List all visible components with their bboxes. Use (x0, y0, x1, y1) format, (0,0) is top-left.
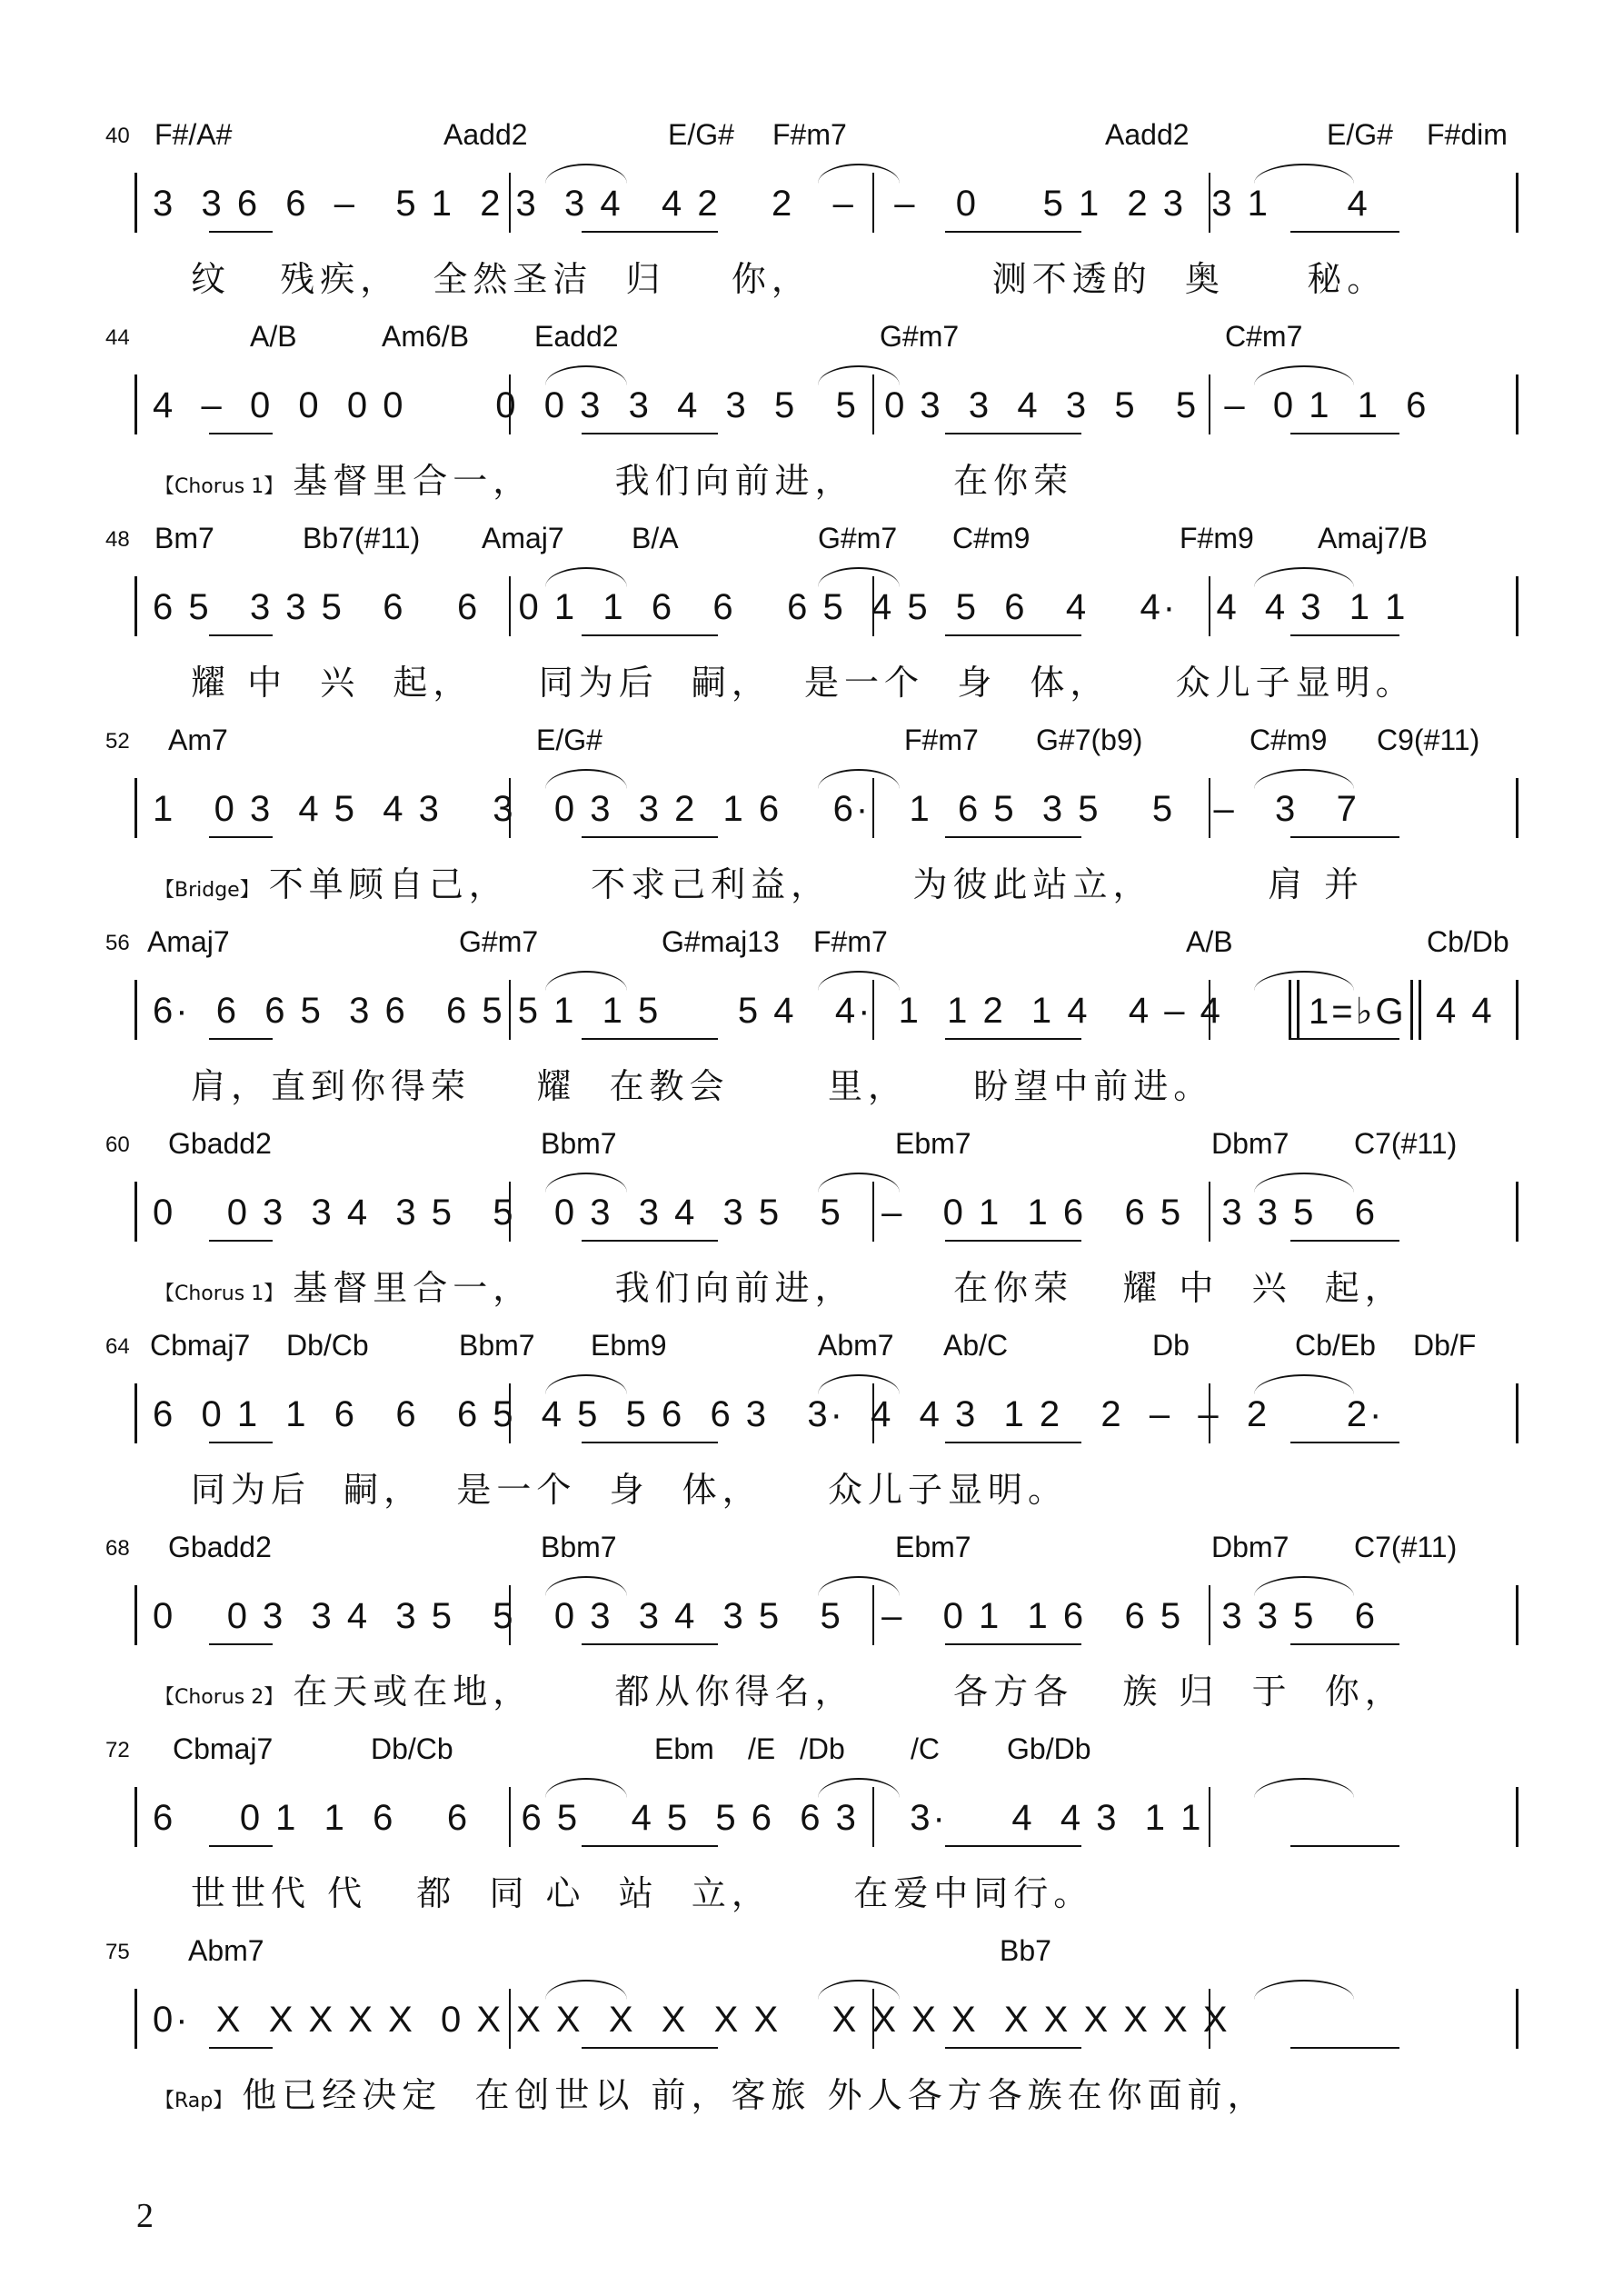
beam-underline (1290, 1442, 1399, 1443)
chord-symbol: Ebm (654, 1732, 714, 1765)
chord-symbol: Am6/B (382, 320, 470, 353)
slur (818, 769, 900, 789)
beam-underline (209, 1240, 273, 1242)
lyrics-row (154, 1260, 1405, 1310)
beam-underline (209, 1038, 273, 1040)
beam-underline (945, 1038, 1081, 1040)
slur (818, 1778, 900, 1798)
beam-underline (1290, 1038, 1399, 1040)
chord-symbol: Bb7(#11) (303, 522, 421, 554)
staff-system (0, 1329, 1623, 1524)
chord-symbol: G#7(b9) (1036, 724, 1143, 756)
chord-symbol: C9(#11) (1377, 724, 1480, 756)
slur (818, 1173, 900, 1193)
chord-symbol: /E (748, 1732, 776, 1765)
double-barline (1410, 980, 1421, 1040)
chord-symbol: C7(#11) (1354, 1127, 1458, 1160)
beam-underline (582, 1643, 718, 1645)
beam-underline (209, 836, 273, 838)
beam-underline (582, 1845, 718, 1847)
staff-system (0, 1531, 1623, 1726)
chord-symbol: Gbadd2 (168, 1127, 272, 1160)
chord-symbol: Amaj7/B (1318, 522, 1428, 554)
slur (1254, 971, 1354, 991)
lyrics-text: 肩，直到你得荣 耀 在教会 里， 盼望中前进。 (191, 1066, 1214, 1106)
slur (1254, 1374, 1354, 1394)
beam-underline (945, 2047, 1081, 2049)
staff-system (0, 320, 1623, 515)
chord-symbol: G#m7 (818, 522, 898, 554)
barline (134, 1787, 137, 1847)
chord-symbol: Db/Cb (371, 1732, 453, 1765)
chord-symbol: Db/Cb (286, 1329, 369, 1362)
barline (134, 1989, 137, 2049)
slur (545, 971, 627, 991)
chord-symbol: Bbm7 (459, 1329, 535, 1362)
slur (545, 1173, 627, 1193)
slur (1254, 1173, 1354, 1193)
lyrics-row (191, 654, 1416, 704)
beam-underline (582, 634, 718, 636)
lyrics-row (191, 1462, 1068, 1512)
slur (545, 769, 627, 789)
chord-symbol: Bb7 (1000, 1934, 1051, 1967)
barline (134, 1383, 137, 1443)
barline (134, 1585, 137, 1645)
barline (134, 778, 137, 838)
slur (818, 971, 900, 991)
chord-symbol: Cbmaj7 (173, 1732, 274, 1765)
barline (1516, 1989, 1518, 2049)
section-label: 【Chorus 1】 (154, 475, 284, 498)
lyrics-text: 世世代 代 都 同 心 站 立， 在爱中同行。 (191, 1873, 1094, 1913)
beam-underline (582, 1240, 718, 1242)
lyrics-text: 耀 中 兴 起， 同为后 嗣， 是一个 身 体， 众儿子显明。 (191, 663, 1416, 703)
beam-underline (945, 634, 1081, 636)
beam-underline (1290, 1643, 1399, 1645)
lyrics-row (191, 251, 1387, 301)
chord-symbol: Cb/Db (1427, 925, 1509, 958)
slur (545, 1778, 627, 1798)
barline (1516, 1182, 1518, 1242)
chord-symbol: Bbm7 (541, 1531, 617, 1563)
beam-underline (1290, 433, 1399, 434)
slur (545, 1980, 627, 2000)
note-row-end: 4 4 (1436, 991, 1495, 1031)
note-row: 0 0 3 3 4 3 5 5 0 3 3 4 3 5 5 – 0 1 1 6 6 5 3 3 5 6 (153, 1193, 1378, 1233)
chord-symbol: C7(#11) (1354, 1531, 1458, 1563)
chord-symbol: F#m9 (1180, 522, 1254, 554)
note-row: 6· 6 6 5 3 6 6 5 5 1 1 5 5 4 4· 1 1 2 1 4 4 – 4 (153, 991, 1223, 1031)
chord-symbol: /C (911, 1732, 940, 1765)
page-number: 2 (136, 2197, 154, 2235)
chord-symbol: Aadd2 (443, 118, 528, 151)
barline (1516, 1585, 1518, 1645)
beam-underline (945, 231, 1081, 233)
measure-number: 64 (105, 1334, 130, 1359)
beam-underline (945, 1845, 1081, 1847)
barline (134, 1182, 137, 1242)
beam-underline (1290, 1845, 1399, 1847)
lyrics-text: 纹 残疾， 全然圣洁 归 你， 测不透的 奥 秘。 (191, 259, 1388, 299)
chord-symbol: A/B (1186, 925, 1233, 958)
chord-symbol: Eadd2 (534, 320, 619, 353)
measure-number: 40 (105, 124, 130, 148)
slur (545, 1576, 627, 1596)
staff-system (0, 1127, 1623, 1323)
beam-underline (209, 2047, 273, 2049)
slur (1254, 1778, 1354, 1798)
measure-number: 48 (105, 527, 130, 552)
key-change: 1=♭G (1309, 992, 1407, 1032)
lyrics-text: 基督里合一， 我们向前进， 在你荣 耀 中 兴 起， (293, 1268, 1405, 1308)
measure-number: 44 (105, 325, 130, 350)
slur (818, 1374, 900, 1394)
beam-underline (209, 231, 273, 233)
note-row: 0· X X X X X 0 X X X X X X X X X X X X X X X X X (153, 2000, 1230, 2040)
note-row: 3 3 6 6 – 5 1 2 3 3 4 4 2 2 – – 0 5 1 2 3 3 1 4 (153, 184, 1370, 224)
chord-symbol: Bbm7 (541, 1127, 617, 1160)
chord-symbol: G#m7 (459, 925, 539, 958)
beam-underline (582, 836, 718, 838)
barline (1516, 1383, 1518, 1443)
beam-underline (1290, 1240, 1399, 1242)
beam-underline (209, 1643, 273, 1645)
beam-underline (1290, 634, 1399, 636)
chord-symbol: Am7 (168, 724, 228, 756)
lyrics-text: 不单顾自己， 不求己利益， 为彼此站立， 肩 并 (268, 864, 1365, 904)
chord-symbol: F#dim (1427, 118, 1508, 151)
chord-symbol: C#m9 (952, 522, 1031, 554)
beam-underline (1290, 836, 1399, 838)
chord-symbol: Amaj7 (482, 522, 564, 554)
note-row: 6 0 1 1 6 6 6 5 4 5 5 6 6 3 3· 4 4 3 1 2 2 – – 2 2· (153, 1394, 1385, 1434)
chord-symbol: E/G# (536, 724, 602, 756)
chord-symbol: Abm7 (188, 1934, 264, 1967)
lyrics-text: 基督里合一， 我们向前进， 在你荣 (293, 461, 1074, 501)
chord-symbol: Db (1152, 1329, 1190, 1362)
lyrics-row (191, 1865, 1093, 1915)
chord-symbol: C#m7 (1225, 320, 1303, 353)
barline (134, 173, 137, 233)
chord-symbol: E/G# (1327, 118, 1393, 151)
chord-symbol: Bm7 (154, 522, 214, 554)
lyrics-text: 同为后 嗣， 是一个 身 体， 众儿子显明。 (191, 1470, 1068, 1510)
chord-symbol: Gbadd2 (168, 1531, 272, 1563)
chord-symbol: Dbm7 (1211, 1127, 1289, 1160)
chord-symbol: Dbm7 (1211, 1531, 1289, 1563)
chord-symbol: C#m9 (1250, 724, 1328, 756)
chord-symbol: F#m7 (772, 118, 847, 151)
note-row: 1 0 3 4 5 4 3 3 0 3 3 2 1 6 6· 1 6 5 3 5 5 – 3 7 (153, 789, 1359, 829)
staff-system (0, 118, 1623, 314)
chord-symbol: E/G# (668, 118, 734, 151)
slur (818, 567, 900, 587)
slur (818, 365, 900, 385)
note-row: 6 0 1 1 6 6 6 5 4 5 5 6 6 3 3· 4 4 3 1 1 (153, 1798, 1204, 1838)
chord-symbol: Ebm7 (895, 1127, 971, 1160)
slur (1254, 769, 1354, 789)
chord-symbol: F#m7 (904, 724, 979, 756)
measure-number: 52 (105, 729, 130, 754)
barline (1516, 374, 1518, 434)
chord-symbol: Gb/Db (1007, 1732, 1091, 1765)
chord-symbol: Cbmaj7 (150, 1329, 251, 1362)
beam-underline (945, 1442, 1081, 1443)
section-label: 【Chorus 1】 (154, 1283, 284, 1305)
beam-underline (945, 1240, 1081, 1242)
note-row: 0 0 3 3 4 3 5 5 0 3 3 4 3 5 5 – 0 1 1 6 6 5 3 3 5 6 (153, 1596, 1378, 1636)
beam-underline (582, 1038, 718, 1040)
measure-number: 72 (105, 1738, 130, 1762)
beam-underline (582, 2047, 718, 2049)
barline (134, 980, 137, 1040)
barline (1516, 173, 1518, 233)
measure-number: 75 (105, 1940, 130, 1964)
section-label: 【Rap】 (154, 2090, 234, 2112)
note-row: 4 – 0 0 0 0 0 0 3 3 4 3 5 5 0 3 3 4 3 5 5 – 0 1 1 6 (153, 385, 1429, 425)
slur (1254, 567, 1354, 587)
staff-system (0, 1934, 1623, 2130)
beam-underline (209, 433, 273, 434)
slur (1254, 164, 1354, 184)
lyrics-text: 在天或在地， 都从你得名， 各方各 族 归 于 你， (293, 1672, 1405, 1712)
barline (1516, 1787, 1518, 1847)
beam-underline (945, 433, 1081, 434)
measure-number: 56 (105, 931, 130, 955)
beam-underline (209, 1442, 273, 1443)
chord-symbol: Ebm7 (895, 1531, 971, 1563)
slur (1254, 365, 1354, 385)
lyrics-row (154, 856, 1364, 906)
barline (1516, 980, 1518, 1040)
note-row: 6 5 3 3 5 6 6 0 1 1 6 6 6 5 4 5 5 6 4 4· 4 4 3 1 1 (153, 587, 1409, 627)
beam-underline (945, 836, 1081, 838)
beam-underline (945, 1643, 1081, 1645)
chord-symbol: F#/A# (154, 118, 233, 151)
beam-underline (1290, 2047, 1399, 2049)
staff-system (0, 522, 1623, 717)
chord-symbol: G#maj13 (662, 925, 780, 958)
barline (1516, 576, 1518, 636)
beam-underline (582, 1442, 718, 1443)
barline (1516, 778, 1518, 838)
slur (818, 1576, 900, 1596)
staff-system (0, 1732, 1623, 1928)
chord-symbol: G#m7 (880, 320, 960, 353)
lyrics-row (154, 2067, 1268, 2117)
chord-symbol: Aadd2 (1105, 118, 1190, 151)
slur (818, 1980, 900, 2000)
chord-symbol: /Db (800, 1732, 845, 1765)
slur (545, 365, 627, 385)
chord-symbol: Abm7 (818, 1329, 894, 1362)
measure-number: 68 (105, 1536, 130, 1561)
chord-symbol: B/A (632, 522, 679, 554)
slur (545, 164, 627, 184)
chord-symbol: Db/F (1413, 1329, 1477, 1362)
measure-number: 60 (105, 1133, 130, 1157)
chord-symbol: Ab/C (943, 1329, 1009, 1362)
staff-system (0, 724, 1623, 919)
section-label: 【Chorus 2】 (154, 1686, 284, 1709)
beam-underline (209, 634, 273, 636)
lyrics-row (191, 1058, 1213, 1108)
beam-underline (582, 433, 718, 434)
beam-underline (582, 231, 718, 233)
slur (818, 164, 900, 184)
beam-underline (1290, 231, 1399, 233)
lyrics-row (154, 453, 1073, 503)
chord-symbol: Ebm9 (591, 1329, 667, 1362)
slur (1254, 1576, 1354, 1596)
chord-symbol: Amaj7 (147, 925, 230, 958)
beam-underline (209, 1845, 273, 1847)
barline (1209, 1787, 1210, 1847)
slur (545, 567, 627, 587)
lyrics-text: 他已经决定 在创世以 前，客旅 外人各方各族在你面前， (242, 2075, 1268, 2115)
slur (545, 1374, 627, 1394)
lyrics-row (154, 1663, 1405, 1713)
barline (134, 576, 137, 636)
chord-symbol: F#m7 (813, 925, 888, 958)
section-label: 【Bridge】 (154, 879, 260, 902)
chord-symbol: Cb/Eb (1295, 1329, 1376, 1362)
slur (1254, 1980, 1354, 2000)
staff-system (0, 925, 1623, 1121)
chord-symbol: A/B (250, 320, 297, 353)
barline (134, 374, 137, 434)
